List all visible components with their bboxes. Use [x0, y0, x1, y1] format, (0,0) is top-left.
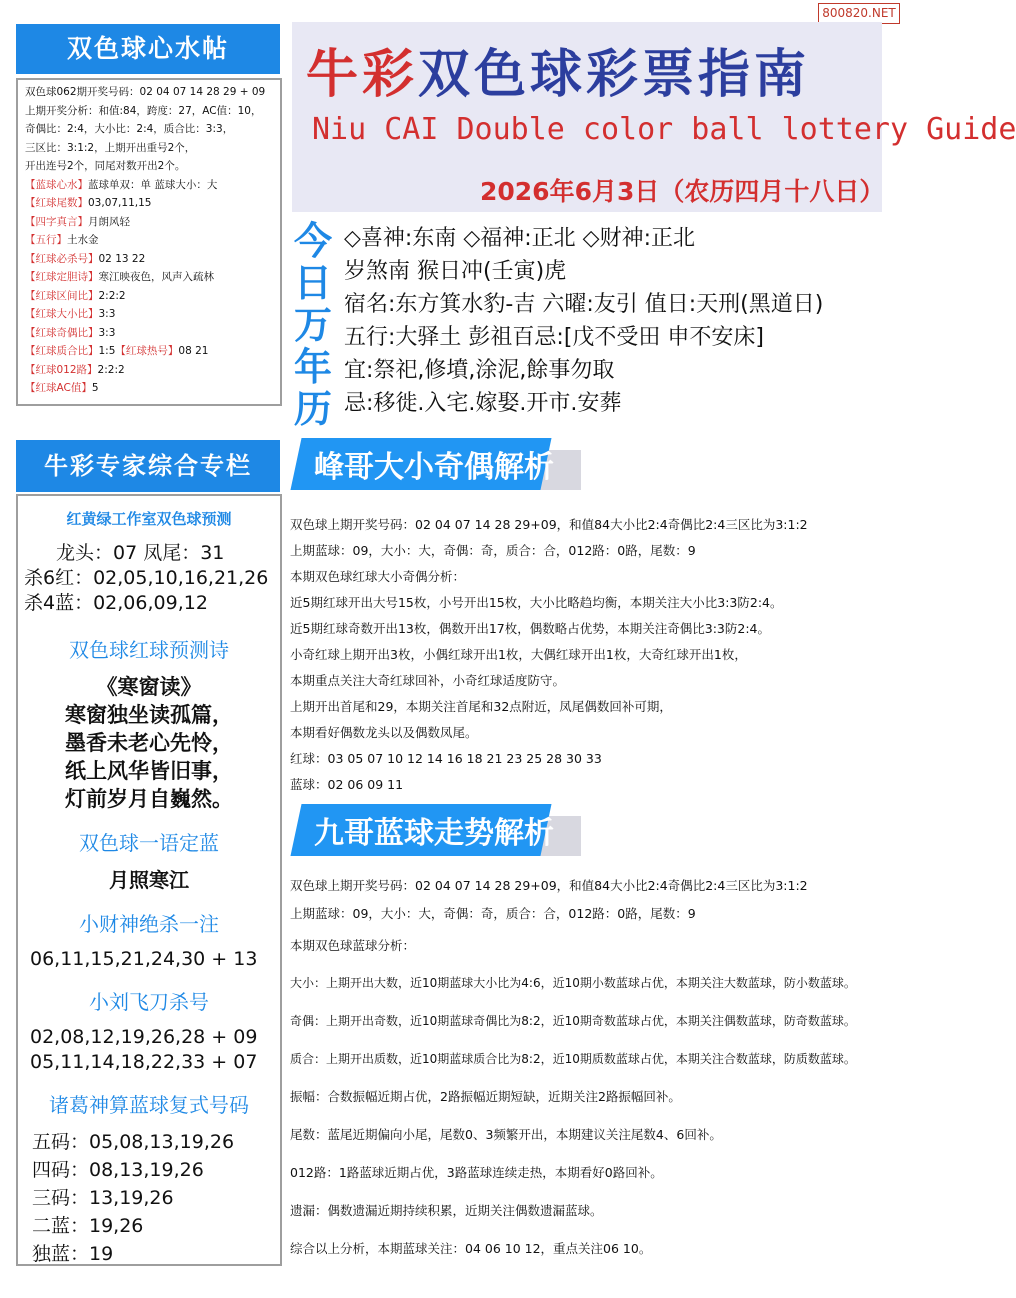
s2-line: 双色球上期开奖号码：02 04 07 14 28 29+09，和值84大小比2:4奇偶比2:4三区比为3:1:2	[290, 878, 808, 893]
panel2-box	[16, 494, 282, 1266]
almanac-line: 岁煞南 猴日冲(壬寅)虎	[344, 259, 567, 284]
subtitle-english: Niu CAI Double color ball lottery Guide	[312, 112, 1016, 147]
p1-item	[18, 213, 280, 232]
almanac-line: 宜:祭祀,修墳,涂泥,餘事勿取	[344, 358, 615, 383]
almanac-char: 万	[293, 302, 332, 347]
almanac-vertical-title	[290, 220, 336, 430]
s2-line: 本期双色球蓝球分析：	[290, 938, 416, 953]
p1-item	[18, 287, 280, 306]
issue-date: 2026年6月3日（农历四月十八日）	[480, 177, 885, 206]
s1-line: 本期双色球红球大小奇偶分析：	[290, 569, 466, 584]
item-text: 08 21	[178, 345, 209, 357]
head-tail: 龙头：07 凤尾：31	[56, 542, 225, 564]
item-text: 3:3	[98, 308, 116, 320]
zhuge-line: 四码：08,13,19,26	[32, 1159, 204, 1181]
kill-red: 杀6红：02,05,10,16,21,26	[24, 567, 269, 589]
zhuge-line: 二蓝：19,26	[32, 1215, 144, 1237]
section2-body	[290, 872, 856, 1268]
almanac-line: 宿名:东方箕水豹-吉 六曜:友引 值日:天刑(黑道日)	[344, 292, 824, 317]
p1-line: 上期开奖分析：和值:84，跨度：27，AC值：10，	[25, 104, 262, 117]
s2-line: 振幅：合数振幅近期占优，2路振幅近期短缺，近期关注2路振幅回补。	[290, 1089, 681, 1104]
section1-title: 峰哥大小奇偶解析	[314, 450, 554, 485]
item-tag: 【四字真言】	[25, 215, 88, 228]
p1-item	[18, 305, 280, 324]
almanac-char: 历	[293, 386, 332, 431]
item-text: 2:2:2	[97, 363, 125, 376]
p1-item	[18, 250, 280, 269]
item-text: 土水金	[67, 234, 99, 246]
s1-line: 上期蓝球：09，大小：大，奇偶：奇，质合：合，012路：0路，尾数：9	[290, 543, 696, 558]
s2-line: 奇偶：上期开出奇数，近10期蓝球奇偶比为8:2，近10期奇数蓝球占优，本期关注偶数蓝球，防奇数蓝球。	[290, 1014, 856, 1028]
zhuge-title: 诸葛神算蓝球复式号码	[49, 1093, 249, 1117]
almanac-char: 日	[293, 260, 332, 305]
section1-body	[290, 512, 808, 798]
blue-phrase-title: 双色球一语定蓝	[79, 831, 219, 855]
panel1-title: 双色球心水帖	[16, 24, 280, 74]
zhuge-line: 五码：05,08,13,19,26	[32, 1131, 235, 1153]
item-text: 蓝球单双：单 蓝球大小：大	[88, 178, 218, 191]
poem-title: 双色球红球预测诗	[69, 638, 229, 662]
page-title	[306, 32, 810, 107]
p1-line: 奇偶比：2:4，大小比：2:4，质合比：3:3，	[25, 123, 234, 135]
caishen-title: 小财神绝杀一注	[79, 912, 219, 936]
panel2-title: 牛彩专家综合专栏	[16, 440, 280, 492]
s1-line: 上期开出首尾和29，本期关注首尾和32点附近，凤尾偶数回补可期，	[290, 699, 672, 714]
s2-line: 质合：上期开出质数，近10期蓝球质合比为8:2，近10期质数蓝球占优，本期关注合数蓝球，防质数蓝球。	[290, 1052, 856, 1066]
item-tag: 【红球AC值】	[25, 382, 92, 394]
almanac-line: 忌:移徙.入宅.嫁娶.开市.安葬	[344, 391, 622, 416]
almanac-line: 五行:大驿土 彭祖百忌:[戊不受田 申不安床]	[344, 325, 764, 350]
poem-line: 墨香未老心先怜，	[65, 730, 233, 755]
p1-line: 双色球062期开奖号码：02 04 07 14 28 29 + 09	[25, 86, 266, 98]
item-tag: 【红球奇偶比】	[25, 326, 99, 339]
item-tag: 【红球大小比】	[25, 308, 99, 320]
kill-blue: 杀4蓝：02,06,09,12	[24, 592, 208, 614]
liu-title: 小刘飞刀杀号	[89, 990, 209, 1014]
s2-line: 大小：上期开出大数，近10期蓝球大小比为4:6，近10期小数蓝球占优，本期关注大数蓝球，防小数蓝球。	[290, 976, 856, 990]
s2-line: 012路：1路蓝球近期占优，3路蓝球连续走热，本期看好0路回补。	[290, 1165, 663, 1180]
almanac-char: 年	[293, 344, 332, 389]
p1-item	[18, 342, 280, 361]
poem-line: 寒窗独坐读孤篇，	[65, 702, 233, 727]
item-text: 月朗风轻	[88, 215, 130, 228]
poem-name: 《寒窗读》	[96, 674, 202, 699]
p1-item	[18, 176, 280, 195]
item-tag: 【红球区间比】	[25, 289, 99, 302]
item-text: 3:3	[98, 326, 116, 339]
item-tag: 【红球质合比】	[25, 345, 99, 357]
s1-line: 近5期红球开出大号15枚，小号开出15枚，大小比略趋均衡，本期关注大小比3:3防2:4。	[290, 595, 783, 610]
item-text: 5	[91, 382, 99, 394]
p1-line: 三区比：3:1:2，上期开出重号2个，	[25, 141, 196, 154]
item-text: 02 13 22	[98, 252, 146, 265]
s1-line: 近5期红球奇数开出13枚，偶数开出17枚，偶数略占优势，本期关注奇偶比3:3防2:4。	[290, 621, 771, 636]
section2-banner	[296, 796, 586, 856]
caishen-numbers: 06,11,15,21,24,30 + 13	[30, 948, 258, 970]
s1-line: 本期看好偶数龙头以及偶数凤尾。	[290, 725, 478, 740]
item-tag: 【红球热号】	[115, 345, 179, 357]
header-banner	[292, 22, 1016, 212]
panel1-box	[16, 78, 282, 406]
liu-line: 02,08,12,19,26,28 + 09	[30, 1026, 258, 1048]
item-tag: 【五行】	[25, 234, 67, 246]
liu-line: 05,11,14,18,22,33 + 07	[30, 1051, 258, 1073]
s1-line: 蓝球：02 06 09 11	[290, 777, 404, 792]
s2-line: 尾数：蓝尾近期偏向小尾，尾数0、3频繁开出，本期建议关注尾数4、6回补。	[290, 1127, 722, 1142]
p1-item	[18, 379, 280, 398]
title-brand: 牛彩	[306, 44, 419, 105]
s2-line: 上期蓝球：09，大小：大，奇偶：奇，质合：合，012路：0路，尾数：9	[290, 906, 696, 921]
s1-line: 本期重点关注大奇红球回补，小奇红球适度防守。	[290, 673, 566, 688]
title-main: 双色球彩票指南	[418, 44, 811, 105]
section2-title: 九哥蓝球走势解析	[314, 816, 554, 851]
p1-item	[18, 194, 280, 213]
p1-item	[18, 268, 280, 287]
s1-line: 红球：03 05 07 10 12 14 16 18 21 23 25 28 30 33	[290, 751, 602, 766]
poem-line: 纸上风华皆旧事，	[65, 758, 233, 783]
almanac-line: ◇喜神:东南 ◇福神:正北 ◇财神:正北	[344, 226, 695, 251]
blue-phrase: 月照寒江	[109, 868, 189, 892]
p1-item	[18, 361, 280, 380]
s1-line: 双色球上期开奖号码：02 04 07 14 28 29+09，和值84大小比2:4奇偶比2:4三区比为3:1:2	[290, 517, 808, 532]
almanac-char: 今	[293, 218, 332, 263]
section1-banner	[296, 430, 586, 490]
zhuge-line: 独蓝：19	[32, 1243, 114, 1265]
s2-line: 综合以上分析，本期蓝球关注：04 06 10 12，重点关注06 10。	[290, 1241, 652, 1256]
zhuge-line: 三码：13,19,26	[32, 1187, 174, 1209]
item-tag: 【红球必杀号】	[25, 252, 99, 265]
p1-line: 开出连号2个，同尾对数开出2个。	[25, 160, 186, 172]
s1-line: 小奇红球上期开出3枚，小偶红球开出1枚，大偶红球开出1枚，大奇红球开出1枚，	[290, 647, 747, 662]
s2-line: 遗漏：偶数遗漏近期持续积累，近期关注偶数遗漏蓝球。	[290, 1203, 603, 1218]
site-watermark: 800820.NET	[818, 3, 900, 24]
item-tag: 【红球012路】	[25, 363, 98, 376]
item-text: 03,07,11,15	[88, 197, 152, 209]
item-tag: 【红球定胆诗】	[25, 271, 99, 283]
almanac-list	[344, 222, 823, 420]
poem-line: 灯前岁月自巍然。	[65, 786, 233, 811]
p1-item	[18, 231, 280, 250]
item-text: 1:5	[98, 345, 116, 357]
p1-item	[18, 324, 280, 343]
item-tag: 【蓝球心水】	[25, 178, 88, 191]
item-tag: 【红球尾数】	[25, 197, 88, 209]
item-text: 2:2:2	[98, 289, 126, 302]
item-text: 寒江映夜色，风声入疏林	[98, 271, 214, 283]
studio-title: 红黄绿工作室双色球预测	[66, 510, 232, 528]
